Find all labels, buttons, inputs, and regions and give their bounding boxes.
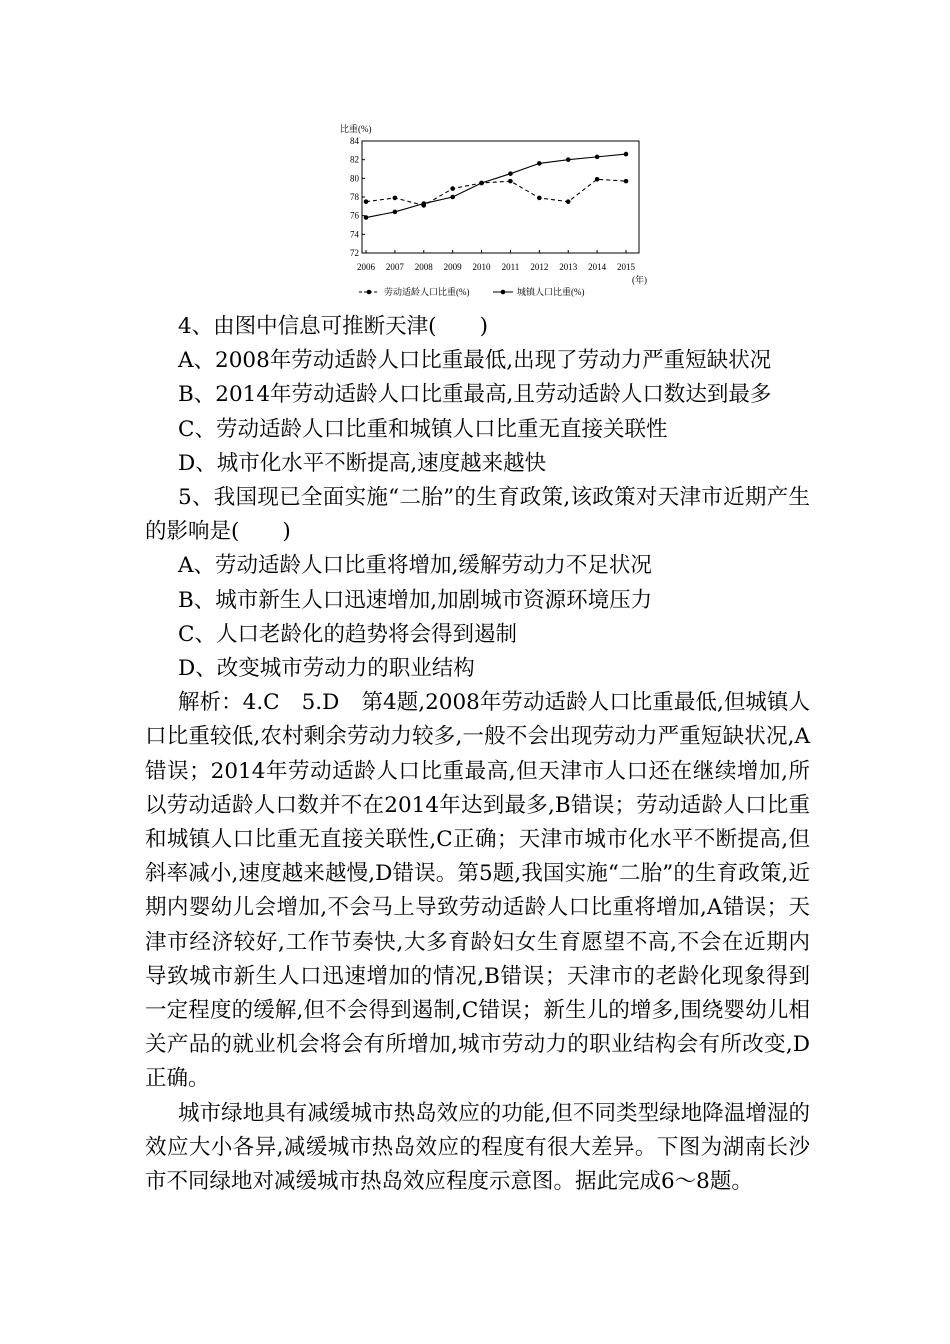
y-tick-label: 84	[350, 136, 359, 146]
x-tick-label: 2008	[414, 262, 433, 272]
legend-marker-labor	[367, 290, 372, 295]
y-tick-label: 74	[350, 229, 359, 240]
question-content	[145, 310, 810, 1199]
x-tick-label: 2011	[501, 262, 520, 272]
series-1-point	[595, 155, 600, 160]
analysis-text: 第4题,2008年劳动适龄人口比重最低,但城镇人口比重较低,农村剩余劳动力较多,一般不会出现劳动力严重短缺状况,A错误；2014年劳动适龄人口比重最高,但天津市人口还在继续增加,所以劳动适龄人口数并不在2014年达到最多,B错误；劳动适龄人口比重和城镇人口比重无直接关联性,C正确；天津市城市化水平不断提高,但斜率减小,速度越来越慢,D错误。第5题,我国实施“二胎”的生育政策,近期内婴幼儿会增加,不会马上导致劳动适龄人口比重将增加,A错误；天津市经济较好,工作节奏快,大多育龄妇女生育愿望不高,不会在近期内导致城市新生人口迅速增加的情况,B错误；天津市的老龄化现象得到一定程度的缓解,但不会得到遏制,C错误；新生儿的增多,围绕婴幼儿相关产品的就业机会将会有所增加,城市劳动力的职业结构会有所改变,D正确。	[145, 690, 810, 1092]
x-tick-label: 2012	[530, 262, 549, 272]
analysis-answer5: 5.D	[301, 690, 340, 716]
y-tick-label: 78	[350, 192, 359, 202]
series-0-point	[595, 177, 600, 182]
y-axis-label: 比重(%)	[340, 124, 372, 134]
x-tick-label: 2006	[357, 262, 375, 272]
q4-option-d: D、城市化水平不断提高,速度越来越快	[178, 450, 547, 476]
series-0-point	[508, 179, 513, 184]
q5-option-b: B、城市新生人口迅速增加,加剧城市资源环境压力	[178, 587, 653, 613]
legend-urban: 城镇人口比重(%)	[517, 287, 585, 297]
series-0-point	[566, 199, 571, 204]
q5-option-a: A、劳动适龄人口比重将增加,缓解劳动力不足状况	[178, 553, 652, 579]
series-0-point	[537, 196, 542, 201]
series-0-point	[393, 196, 398, 201]
q5-option-c: C、人口老龄化的趋势将会得到遏制	[178, 621, 517, 647]
legend-marker-urban	[501, 290, 506, 295]
series-1-point	[393, 210, 398, 215]
series-line-1	[366, 154, 626, 217]
legend	[359, 286, 585, 297]
series-0-point	[364, 199, 369, 204]
y-tick-label: 76	[350, 210, 359, 221]
x-axis-label: (年)	[632, 275, 647, 285]
series-0-point	[450, 186, 455, 191]
y-tick-label: 72	[350, 248, 359, 258]
x-tick-label: 2015	[617, 262, 635, 272]
population-ratio-chart	[328, 118, 648, 303]
x-tick-label: 2007	[385, 262, 404, 272]
x-tick-label: 2010	[472, 262, 491, 272]
q4-stem: 4、由图中信息可推断天津( )	[178, 314, 488, 339]
series-1-point	[421, 201, 426, 206]
series-1-point	[479, 181, 484, 186]
series-1-point	[364, 215, 369, 220]
y-axis	[350, 136, 365, 258]
series-1-point	[537, 161, 542, 166]
series-0-point	[624, 179, 629, 184]
q4-option-c: C、劳动适龄人口比重和城镇人口比重无直接关联性	[178, 416, 668, 442]
x-tick-label: 2009	[443, 262, 462, 272]
analysis-label: 解析：4.C	[178, 690, 280, 716]
analysis-paragraph	[145, 686, 810, 1096]
series-line-0	[366, 179, 626, 205]
series-1-point	[508, 171, 513, 176]
intro-paragraph: 城市绿地具有减缓城市热岛效应的功能,但不同类型绿地降温增湿的效应大小各异,减缓城市热岛效应的程度有很大差异。下图为湖南长沙市不同绿地对减缓城市热岛效应程度示意图。据此完成6～8题。	[145, 1100, 810, 1195]
q4-option-a: A、2008年劳动适龄人口比重最低,出现了劳动力严重短缺状况	[178, 348, 772, 374]
legend-labor: 劳动适龄人口比重(%)	[384, 287, 470, 297]
series-1-point	[566, 157, 571, 162]
x-tick-label: 2014	[588, 262, 607, 272]
chart-series	[364, 152, 629, 220]
series-1-point	[624, 152, 629, 157]
y-tick-label: 82	[350, 154, 359, 165]
series-1-point	[450, 195, 455, 200]
q5-option-d: D、改变城市劳动力的职业结构	[178, 656, 475, 682]
y-tick-label: 80	[350, 173, 359, 184]
q5-stem: 5、我国现已全面实施“二胎”的生育政策,该政策对天津市近期产生的影响是( )	[145, 485, 810, 545]
x-tick-label: 2013	[559, 262, 578, 272]
q4-option-b: B、2014年劳动适龄人口比重最高,且劳动适龄人口数达到最多	[178, 382, 772, 408]
